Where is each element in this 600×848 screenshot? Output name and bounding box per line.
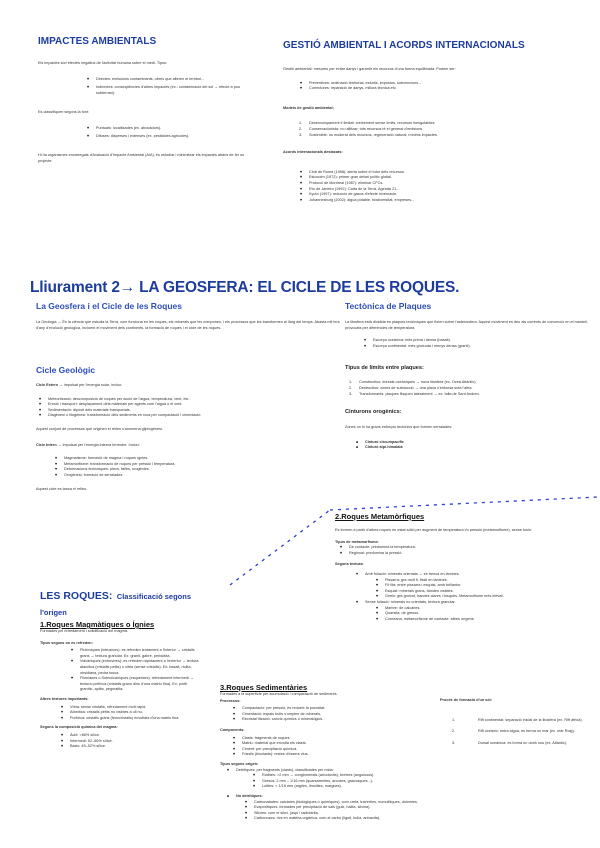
list-item: • Matriu: material que envolta els clasts. bbox=[242, 741, 402, 747]
cicle-intern-list bbox=[64, 456, 310, 478]
gestio-models-title: Models de gestió ambiental: bbox=[283, 105, 334, 110]
list-item: • Diagènesi o litogènesi: transformació dels sediments en roca per compactació i cimentació. bbox=[48, 413, 310, 419]
list-item: • Silícies: com el sílex, jaspi i radiolarita. bbox=[254, 811, 584, 817]
list-item: • Johannesburg (2002): aigua potable, biodiversitat, empreses... bbox=[309, 198, 583, 204]
gestio-measures-list bbox=[309, 81, 583, 92]
list-item: • Correctores: reparació de danys, millora tècnica etc. bbox=[309, 86, 583, 92]
cicle-title: Cicle Geològic bbox=[36, 365, 96, 375]
metamorfiques-section bbox=[335, 512, 590, 622]
cicle-extern-label: Cicle Extern bbox=[36, 383, 58, 387]
metamorfiques-types-title: Tipus de metamorfisme: bbox=[335, 539, 379, 544]
impactes-types-list bbox=[96, 77, 246, 97]
list-item: • Preventives: ordenació territorial, estudis, impostos, subvencions... bbox=[309, 81, 583, 87]
list-item: 1. Rift continental: separació inicial de la litosfera (ex. Rift africà). bbox=[452, 717, 583, 722]
cicle-extern-note: Aquest conjunt de processos que originen el relleu s'anomena gliptogènesi. bbox=[36, 426, 163, 431]
list-item: • Lutites: < 1/16 mm (argiles, limolites, margues). bbox=[262, 784, 472, 790]
list-item: • Carbonatades: calcàries (biològiques o químiques), com creta, travertins, numulítiques, dolomies. bbox=[254, 800, 584, 806]
sedimentaries-types-title: Tipus segons origen: bbox=[220, 761, 259, 766]
impactes-title: IMPACTES AMBIENTALS bbox=[38, 36, 157, 47]
cicle-intern-label: Cicle Intern bbox=[36, 442, 57, 447]
list-item: 2. Conservacionista: no utilitzar; tots recursos té el general d'emisions. bbox=[299, 126, 424, 131]
list-item: • Sense foliació: minerals no orientats, textura granular. bbox=[365, 600, 590, 606]
metamorfiques-types-list bbox=[349, 545, 590, 556]
list-item: 3. Transformants: plaques llisquen lateralment → ex. falla de Sant Andreu. bbox=[349, 391, 480, 396]
list-item: • De contacte: predomina la temperatura. bbox=[349, 545, 590, 551]
ignies-intro: Formades pel refredament i solidificació del magma. bbox=[40, 629, 128, 633]
cicle-extern-list bbox=[48, 397, 310, 419]
roques-heading bbox=[40, 586, 270, 617]
list-item: • Ciment: per precipitació química. bbox=[242, 747, 402, 753]
metamorfiques-nonfoliated-sublist bbox=[385, 606, 590, 623]
list-item: • Cinturó circumpacífic bbox=[365, 440, 595, 446]
list-item: • Amb foliació: minerals orientats → es trenca en làmines. bbox=[365, 572, 590, 578]
impactes-classification: Es classifiquen segons la font: bbox=[38, 110, 90, 115]
ignies-types-title: Tipus segons on es refreden: bbox=[40, 640, 93, 645]
list-item: • Gneis: gra gruixut, bandes clares i fosques. Metamorfisme més elevat. bbox=[385, 594, 585, 600]
soil-process-list bbox=[452, 717, 590, 747]
metamorfiques-title: 2.Roques Metamòrfiques bbox=[335, 512, 425, 521]
list-item: • Afanítica: cristalls petits no visibles a ull nu. bbox=[70, 710, 215, 716]
impactes-intro: Els impactes són efectes negatius de l'activitat humana sobre el medi. Tipus: bbox=[38, 61, 168, 65]
sedimentaries-nondetritic-sublist bbox=[254, 800, 584, 822]
list-item: • Estocolm (1972): primer gran debat polític global. bbox=[309, 175, 583, 181]
tectonica-cinturons-title: Cinturons orogènics: bbox=[345, 409, 402, 416]
sedimentaries-comp-list bbox=[242, 736, 402, 758]
gestio-intro: Gestió ambiental: mesures per evitar danys i garantir els recursos d'una forma equilibrada. Podem ser: bbox=[283, 67, 456, 71]
list-item: • Escorça continental: més gruixuda i menys densa (granit). bbox=[373, 344, 595, 350]
tectonica-cinturons-list bbox=[365, 440, 595, 451]
list-item: • No detrítiques: bbox=[236, 794, 590, 800]
list-item: • Detrítiques: per fragments (clasts), classificades per mida: bbox=[236, 768, 590, 774]
gestio-agreements-list bbox=[309, 170, 583, 204]
list-item: • Cimentació: espais buits s'omplen de minerals. bbox=[242, 712, 402, 718]
list-item: • Pissarra: gra molt fi, fissil en làmines. bbox=[385, 578, 585, 584]
connector-line bbox=[230, 510, 330, 585]
list-item: 3. Dorsal oceànica: es forma un oceà nou (ex. Atlàntic). bbox=[452, 740, 568, 745]
list-item: • Erosió i transport: desplaçament dels materials per agents com l'aigua o el vent. bbox=[48, 402, 310, 408]
list-item-text: Conservacionista: no utilitzar; tots recursos té el general d'emisions. bbox=[309, 126, 424, 131]
ignies-textures-title: Altres textures importants: bbox=[40, 696, 89, 701]
list-item: • Metamorfisme: transformació de roques per pressió i temperatura. bbox=[64, 462, 310, 468]
connector-line bbox=[330, 497, 598, 510]
list-item: • Club de Roma (1968): alerta sobre el futur dels recursos. bbox=[309, 170, 583, 176]
tectonica-text: La litosfera està dividida en plaques tectòniques que floten sobre l'astenosfera. Aquest moviment es deu als corrents de convecció en el mantell, provocats per diferències de temperatura. bbox=[345, 320, 588, 330]
ignies-title: 1.Roques Magmàtiques o Ígnies bbox=[40, 620, 155, 629]
main-title: Lliurament 2→ LA GEOSFERA: EL CICLE DE LES ROQUES. bbox=[30, 279, 460, 296]
list-item: 1. Constructius: dorsals oceàniques → nova litosfera (ex. Oceà Atlàntic). bbox=[349, 380, 477, 385]
list-item-text: Desenvolupament il·limitat: creixement sense límits, recursos inesgotables. bbox=[309, 121, 436, 126]
gestio-agreements-title: Acords internacionals destacats: bbox=[283, 150, 343, 155]
list-item: • Quarsita: de gresos. bbox=[385, 611, 590, 617]
list-item: • Escorça oceànica: més prima i densa (basalt). bbox=[373, 338, 595, 344]
gestio-section bbox=[283, 40, 583, 203]
list-item-text: Transformants: plaques llisquen lateralment → ex. falla de Sant Andreu. bbox=[359, 391, 480, 396]
list-item: • Meteorització: descomposició de roques per acció de l'aigua, temperatura, vent, etc. bbox=[48, 397, 310, 403]
ignies-types-list bbox=[80, 648, 200, 693]
tectonica-limits-title: Tipus de límits entre plaques: bbox=[345, 365, 424, 372]
list-item: • Intermedi: 52–66% sílice. bbox=[70, 739, 225, 745]
ignies-chem-title: Segons la composició química del magma: bbox=[40, 725, 118, 730]
list-item: • Compactació: per pressió, es redueix la porositat. bbox=[242, 706, 402, 712]
sedimentaries-comp-title: Components: bbox=[220, 727, 245, 732]
list-item-text: Constructius: dorsals oceàniques → nova litosfera (ex. Oceà Atlàntic). bbox=[359, 380, 477, 385]
sedimentaries-process-list bbox=[242, 706, 402, 723]
list-item: • Clasts: fragments de roques. bbox=[242, 736, 402, 742]
list-item-text: Dorsal oceànica: es forma un oceà nou (ex. Atlàntic). bbox=[478, 740, 568, 745]
impactes-sources-list bbox=[96, 126, 246, 139]
list-item: • Vítria: sense cristalls, refredament molt ràpid. bbox=[70, 705, 215, 711]
list-item: • Volcàniques (extrusives): es refreden ràpidament a l'exterior → textura afanítica (cristalls petits) o vítria (sense cristalls). Ex: basalt, riolita, obsidiana, pedra tosca. bbox=[80, 659, 200, 676]
tectonica-title: Tectònica de Plaques bbox=[345, 301, 432, 311]
list-item-text: Rift oceànic: entra aigua, es forma un mar (ex. mar Roig). bbox=[478, 729, 575, 734]
ignies-section bbox=[40, 620, 225, 750]
soil-process-section bbox=[440, 698, 590, 746]
list-item-text: Destructius: zones de subducció → una placa s'enfonsa sota l'altra. bbox=[359, 385, 473, 390]
roques-title-line bbox=[40, 586, 270, 604]
metamorfiques-text: Es formen a partir d'altres roques en estat sòlid per augment de temperatura i/o pressió (metamorfisme), sense fusió. bbox=[335, 528, 532, 532]
list-item: • Corneana, metamorfisme de contacte: altres orígens. bbox=[385, 617, 590, 623]
list-item: • Directes: emissions contaminants, obres que alteren el territori... bbox=[96, 77, 246, 83]
list-item: • Evaporítiques: formades per precipitació de sals (guix, halita, silvina). bbox=[254, 805, 584, 811]
roques-title: LES ROQUES: bbox=[40, 590, 113, 602]
list-item: • Sedimentació: dipòsit dels materials transportats. bbox=[48, 408, 310, 414]
geosfera-section bbox=[36, 301, 341, 331]
impactes-evaluation: Hi ha organismes encarregats d'Avaluació d'Impacte Ambiental (AIA), es estudiar i minimitzar els impactes abans de fer un projecte. bbox=[38, 153, 245, 163]
cicle-intern-note: Aquest cicle es tanca el relleu. bbox=[36, 486, 88, 491]
cicle-extern-intro bbox=[36, 383, 336, 389]
sedimentaries-process-title: Processos: bbox=[220, 698, 241, 703]
list-item: • Plutòniques (intrusives): es refreden lentament a l'interior → cristalls grans → textura granular. Ex: granit, gabre, peridotita. bbox=[80, 648, 200, 659]
list-item: 1. Desenvolupament il·limitat: creixement sense límits, recursos inesgotables. bbox=[299, 121, 436, 126]
tectonica-list bbox=[373, 338, 595, 349]
list-item: • Filonianes o Subvolcàniques (esquerdes): refredament intermedi → textura porfírica (cristalls grans dins d'una matriu fina). Ex: pòrfir granític, aplita, pegmatita. bbox=[80, 676, 200, 693]
tectonica-limits-list bbox=[349, 380, 595, 397]
list-item: • Fil·lita: entre pissarra i esquist, amb brillantor. bbox=[385, 583, 585, 589]
list-item: • Fòssils (bioclasts): restes d'éssers vius. bbox=[242, 752, 402, 758]
list-item: • Indirectes: conseqüències d'altres impactes (ex.: contaminació del sòl → efecte a pou subterrani). bbox=[96, 85, 246, 96]
list-item: • Carbonoses: rics en matèria orgànica, com el carbó (lignit, hulla, antracita). bbox=[254, 816, 584, 822]
list-item: 2. Rift oceànic: entra aigua, es forma un mar (ex. mar Roig). bbox=[452, 729, 575, 734]
roques-subtitle-b: l'origen bbox=[40, 608, 67, 617]
sedimentaries-title: 3.Roques Sedimentàries bbox=[220, 683, 308, 692]
sedimentaries-intro: Formades a la superfície per acumulació i compactació de sediments. bbox=[220, 692, 338, 696]
list-item: 2. Destructius: zones de subducció → una placa s'enfonsa sota l'altra. bbox=[349, 385, 473, 390]
list-item: • Porfírica: cristalls grans (fenocristalls) envoltats d'una matriu fina. bbox=[70, 716, 215, 722]
tectonica-section bbox=[345, 301, 595, 451]
gestio-title: GESTIÓ AMBIENTAL I ACORDS INTERNACIONALS bbox=[283, 40, 525, 51]
list-item: • Magmatisme: formació de magma i roques ígnies. bbox=[64, 456, 310, 462]
list-item-text: Sostenible: ús moderat dels recursos, regeneració natural, mínims impactes. bbox=[309, 132, 438, 137]
list-item: 3. Sostenible: ús moderat dels recursos, regeneració natural, mínims impactes. bbox=[299, 132, 438, 137]
list-item: • Recristal·lització: canvis químics o mineralògics. bbox=[242, 717, 402, 723]
list-item-text: Rift continental: separació inicial de la litosfera (ex. Rift africà). bbox=[478, 717, 583, 722]
cicle-intern-intro-text: → impulsat per l'energia interna terrestre. Inclou: bbox=[57, 442, 140, 447]
list-item: • Marbre: de calcàries. bbox=[385, 606, 590, 612]
ignies-textures-list bbox=[70, 705, 215, 722]
geosfera-text: La Geologia → És la ciència que estudia la Terra, com funciona en les roques, els minerals que les componen, i els processos que les transformen al llarg del temps. Abasta mil·lers d'any d'evolució geològica, incloent el moviment dels continents, la formació de roques i el cicle de les roques. bbox=[36, 320, 340, 330]
impactes-section bbox=[38, 36, 268, 164]
gestio-models-list bbox=[299, 121, 583, 138]
metamorfiques-texture-title: Segons textura: bbox=[335, 562, 364, 567]
list-item: • Regional: predomina la pressió. bbox=[349, 551, 590, 557]
cicle-extern-intro-text: → impulsat per l'energia solar, inclou: bbox=[59, 383, 122, 387]
cicle-intern-intro bbox=[36, 443, 336, 449]
list-item: • Bàsic: 45–52% sílice. bbox=[70, 744, 225, 750]
list-item: • Puntuals: localitzades (ex. abocadors). bbox=[96, 126, 246, 132]
list-item: • Difuses: disperses i extenses (ex. pesticides agrícoles). bbox=[96, 134, 246, 140]
list-item: • Esquist: minerals grans, bandes visibles. bbox=[385, 589, 585, 595]
roques-subtitle-a: Classificació segons bbox=[116, 592, 191, 601]
list-item: • Protocol de Montreal (1987): eliminar CFCs. bbox=[309, 181, 583, 187]
list-item: • Orogènesi: formació de serralades. bbox=[64, 473, 310, 479]
geosfera-title: La Geosfera i el Cicle de les Roques bbox=[36, 301, 182, 311]
ignies-chem-list bbox=[70, 733, 225, 750]
tectonica-cinturons-text: Zones on hi ha grans esforços tectònics que formen serralades: bbox=[345, 425, 453, 430]
list-item: • Rudites: >2 mm → conglomerats (arrodonits), bretxes (angulosos). bbox=[262, 773, 472, 779]
sedimentaries-detritic-sublist bbox=[262, 773, 472, 790]
soil-process-title: Procés de formació d'un sòl: bbox=[440, 698, 492, 702]
list-item: • Kyoto (1997): reducció de gasos d'efecte hivernacle. bbox=[309, 192, 583, 198]
list-item: • Gresos: 2 mm – 1/16 mm (quarsarenites, arcoses, grauvaques...). bbox=[262, 779, 472, 785]
metamorfiques-foliated-sublist bbox=[385, 578, 585, 600]
list-item: • Àcid: >66% sílice. bbox=[70, 733, 225, 739]
list-item: • Deformacions tectòniques: plecs, falles, orogènies. bbox=[64, 467, 310, 473]
list-item: • Cinturó alpí-himalaià bbox=[365, 445, 595, 451]
list-item: • Río de Janeiro (1992): Carta de la Terra, Agenda 21... bbox=[309, 187, 583, 193]
cicle-section bbox=[36, 365, 336, 492]
